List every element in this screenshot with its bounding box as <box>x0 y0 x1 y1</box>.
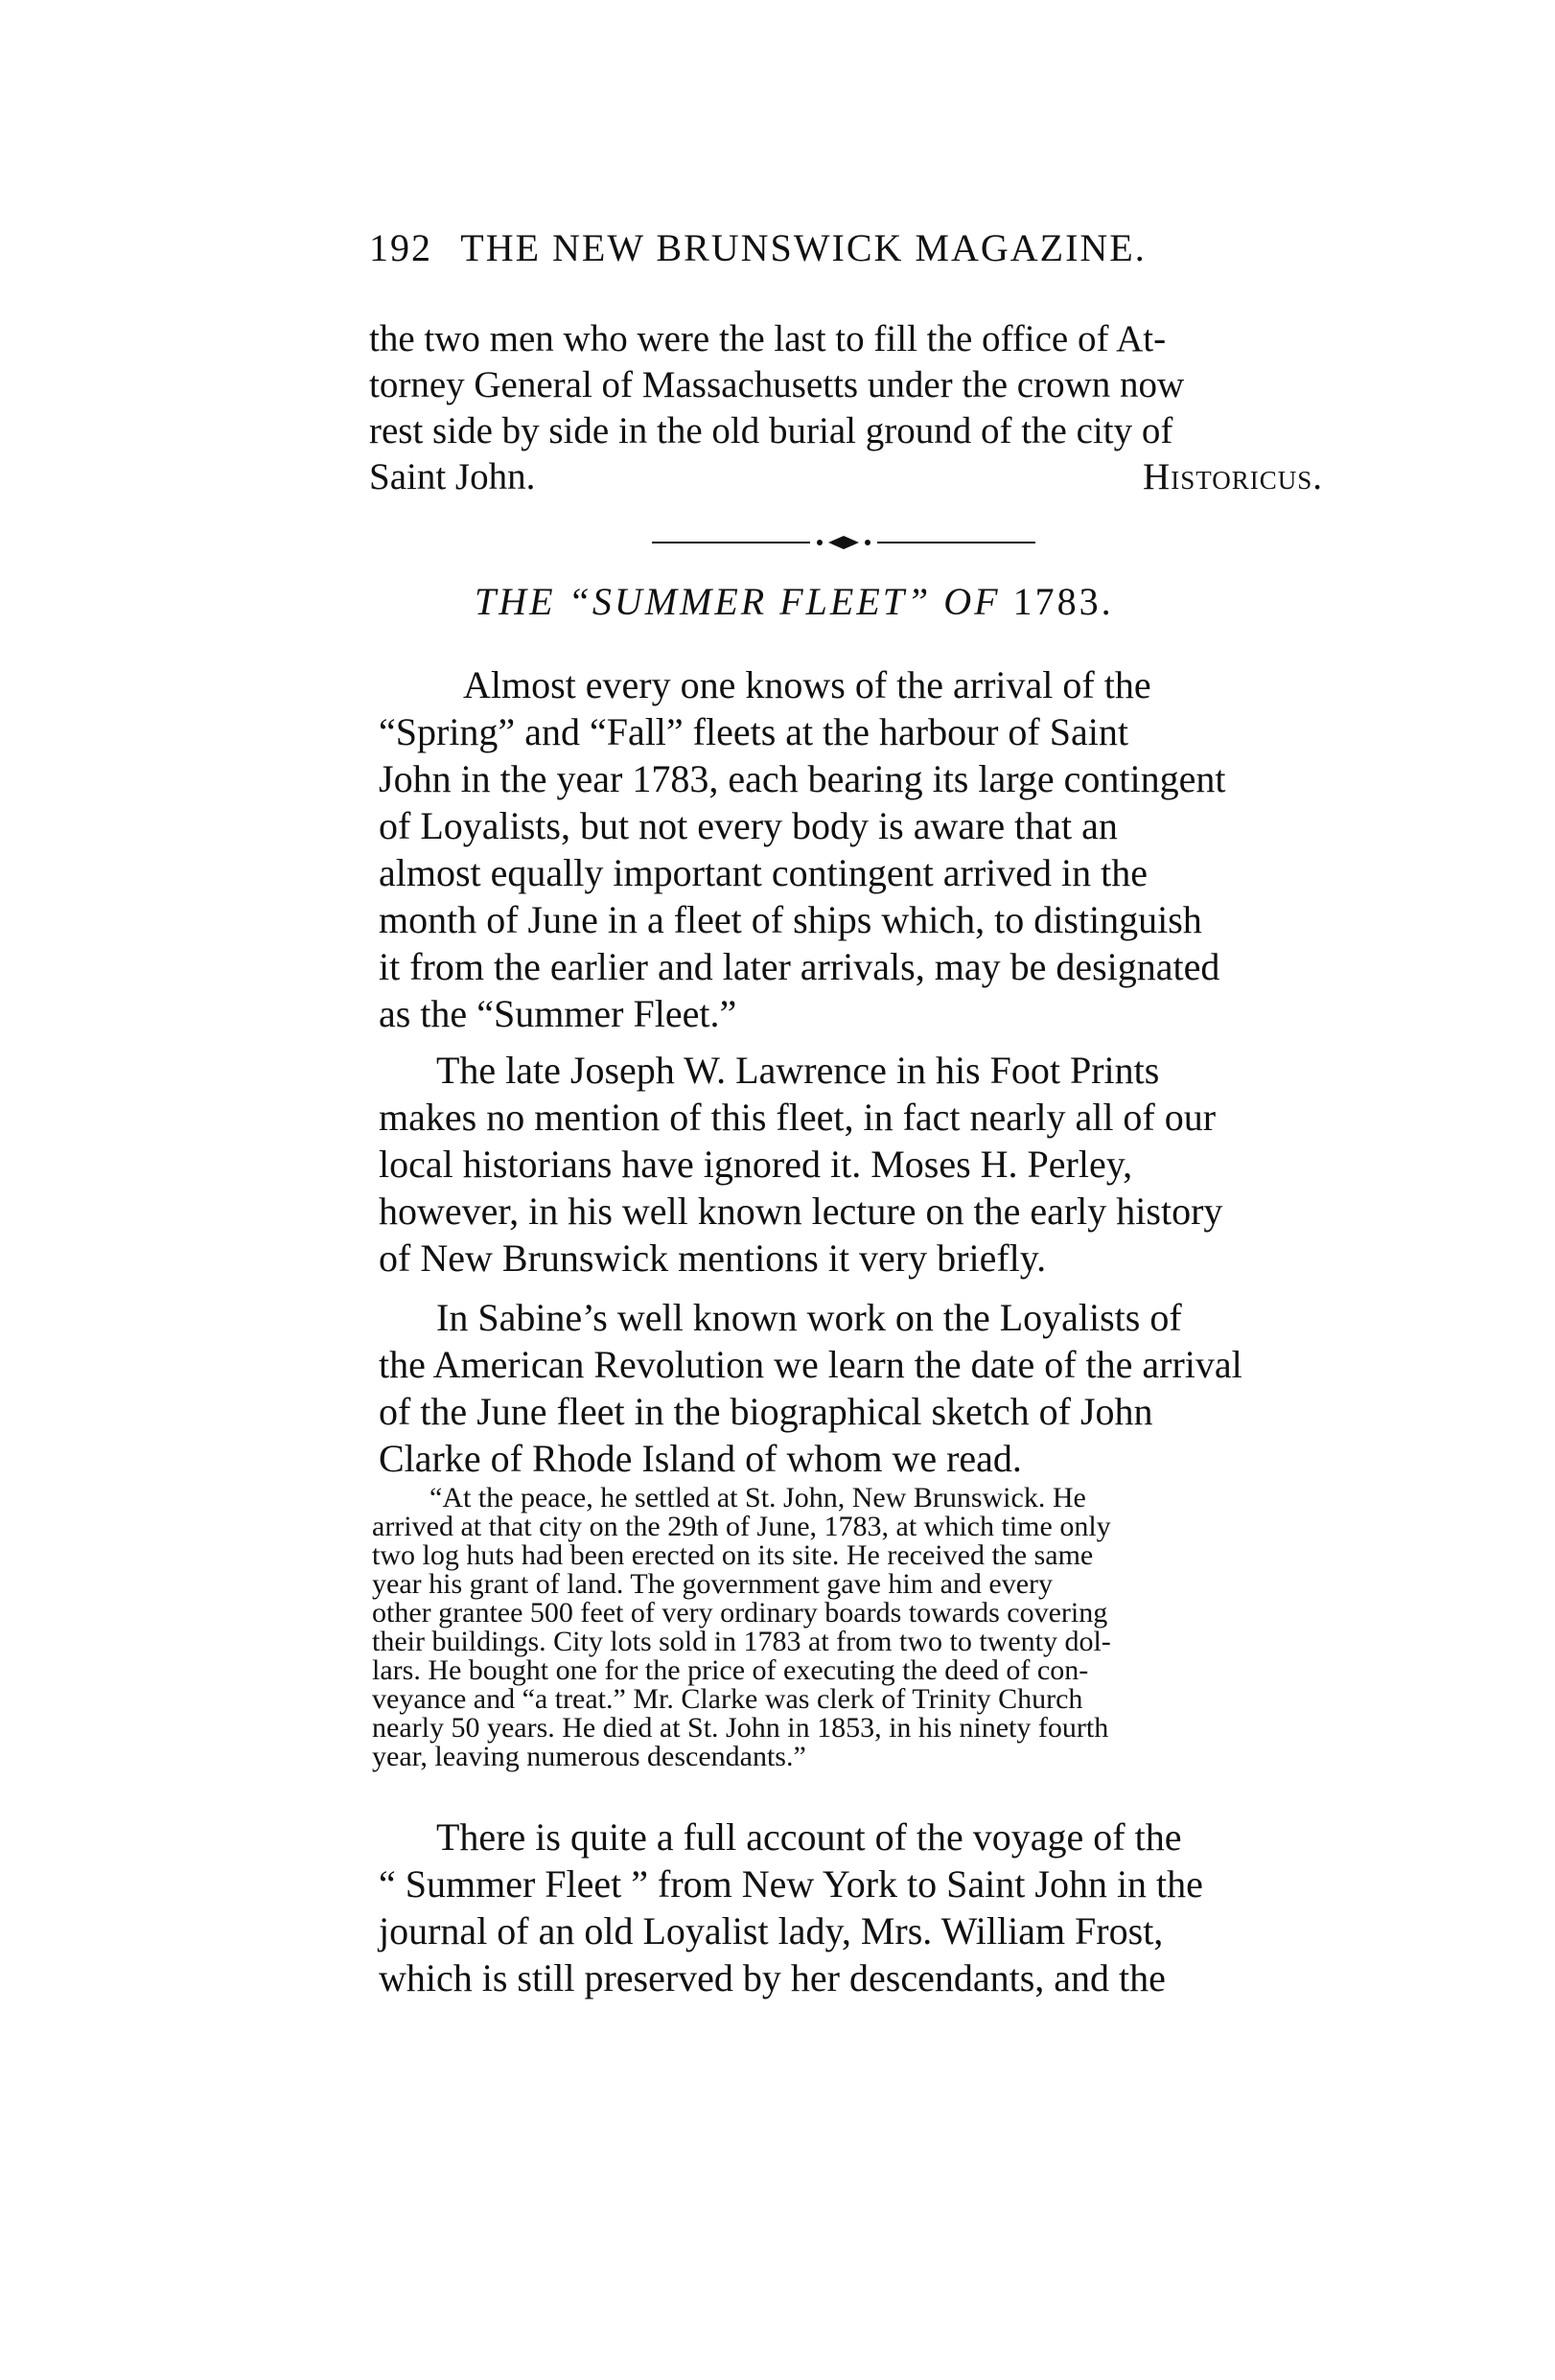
quote-line: other grantee 500 feet of very ordinary boards towards covering <box>372 1597 1108 1629</box>
text-line: the two men who were the last to fill the office of At- <box>369 318 1167 359</box>
quote-line: lars. He bought one for the price of executing the deed of con- <box>372 1654 1089 1686</box>
signature-line <box>369 454 1366 500</box>
text-line: of the June fleet in the biographical sketch of John <box>379 1390 1153 1433</box>
quote-line: nearly 50 years. He died at St. John in 1853, in his ninety fourth <box>372 1712 1109 1744</box>
author-signature: Historicus. <box>1143 456 1323 497</box>
quote-line: “At the peace, he settled at St. John, New Brunswick. He <box>429 1482 1086 1513</box>
text-line: of Loyalists, but not every body is aware that an <box>379 804 1118 847</box>
paragraph-3 <box>379 1294 1361 1482</box>
text-line: of New Brunswick mentions it very briefly. <box>379 1236 1047 1280</box>
quote-line: two log huts had been erected on its site. He received the same <box>372 1539 1094 1571</box>
paragraph-4 <box>379 1814 1361 2001</box>
text-line: as the “Summer Fleet.” <box>379 992 737 1035</box>
text-line: In Sabine’s well known work on the Loyalists of <box>436 1296 1182 1339</box>
text-line: “ Summer Fleet ” from New York to Saint John in the <box>379 1862 1203 1906</box>
text-line: Clarke of Rhode Island of whom we read. <box>379 1437 1022 1480</box>
quote-line: their buildings. City lots sold in 1783 at from two to twenty dol- <box>372 1626 1111 1657</box>
text-line: makes no mention of this fleet, in fact nearly all of our <box>379 1096 1217 1139</box>
text-line: it from the earlier and later arrivals, may be designated <box>379 945 1220 988</box>
page-number: 192 <box>369 226 432 269</box>
paragraph-1 <box>379 661 1361 1037</box>
article-title-year: 1783. <box>1012 580 1114 623</box>
text-line: torney General of Massachusetts under the crown now <box>369 364 1185 405</box>
running-header <box>369 225 1328 270</box>
text-line: Saint John. <box>369 456 536 497</box>
block-quote <box>372 1484 1364 1771</box>
text-line: month of June in a fleet of ships which, to distinguish <box>379 898 1202 941</box>
text-line: “Spring” and “Fall” fleets at the harbour of Saint <box>379 710 1128 753</box>
quote-line: veyance and “a treat.” Mr. Clarke was clerk of Trinity Church <box>372 1683 1083 1715</box>
quote-line: year, leaving numerous descendants.” <box>372 1741 806 1772</box>
ornamental-divider <box>652 533 1035 552</box>
text-line: rest side by side in the old burial ground of the city of <box>369 410 1173 451</box>
text-line: however, in his well known lecture on the early history <box>379 1190 1223 1233</box>
quote-line: arrived at that city on the 29th of June, 1783, at which time only <box>372 1511 1111 1542</box>
paragraph-2 <box>379 1047 1361 1282</box>
text-line: the American Revolution we learn the date of the arrival <box>379 1343 1242 1386</box>
article-title-text: THE “SUMMER FLEET” OF <box>475 580 1001 623</box>
text-line: There is quite a full account of the voyage of the <box>436 1815 1182 1859</box>
text-line: The late Joseph W. Lawrence in his Foot Prints <box>436 1049 1160 1092</box>
text-line: John in the year 1783, each bearing its large contingent <box>379 757 1226 800</box>
running-title: THE NEW BRUNSWICK MAGAZINE. <box>460 226 1147 269</box>
text-line: which is still preserved by her descendants, and the <box>379 1956 1166 1999</box>
text-line: almost equally important contingent arrived in the <box>379 851 1149 894</box>
quote-line: year his grant of land. The government gave him and every <box>372 1568 1054 1600</box>
text-line: local historians have ignored it. Moses H. Perley, <box>379 1143 1133 1186</box>
intro-paragraph <box>369 316 1366 500</box>
article-title <box>475 579 1114 624</box>
text-line: Almost every one knows of the arrival of the <box>463 663 1151 706</box>
text-line: journal of an old Loyalist lady, Mrs. William Frost, <box>379 1909 1164 1953</box>
